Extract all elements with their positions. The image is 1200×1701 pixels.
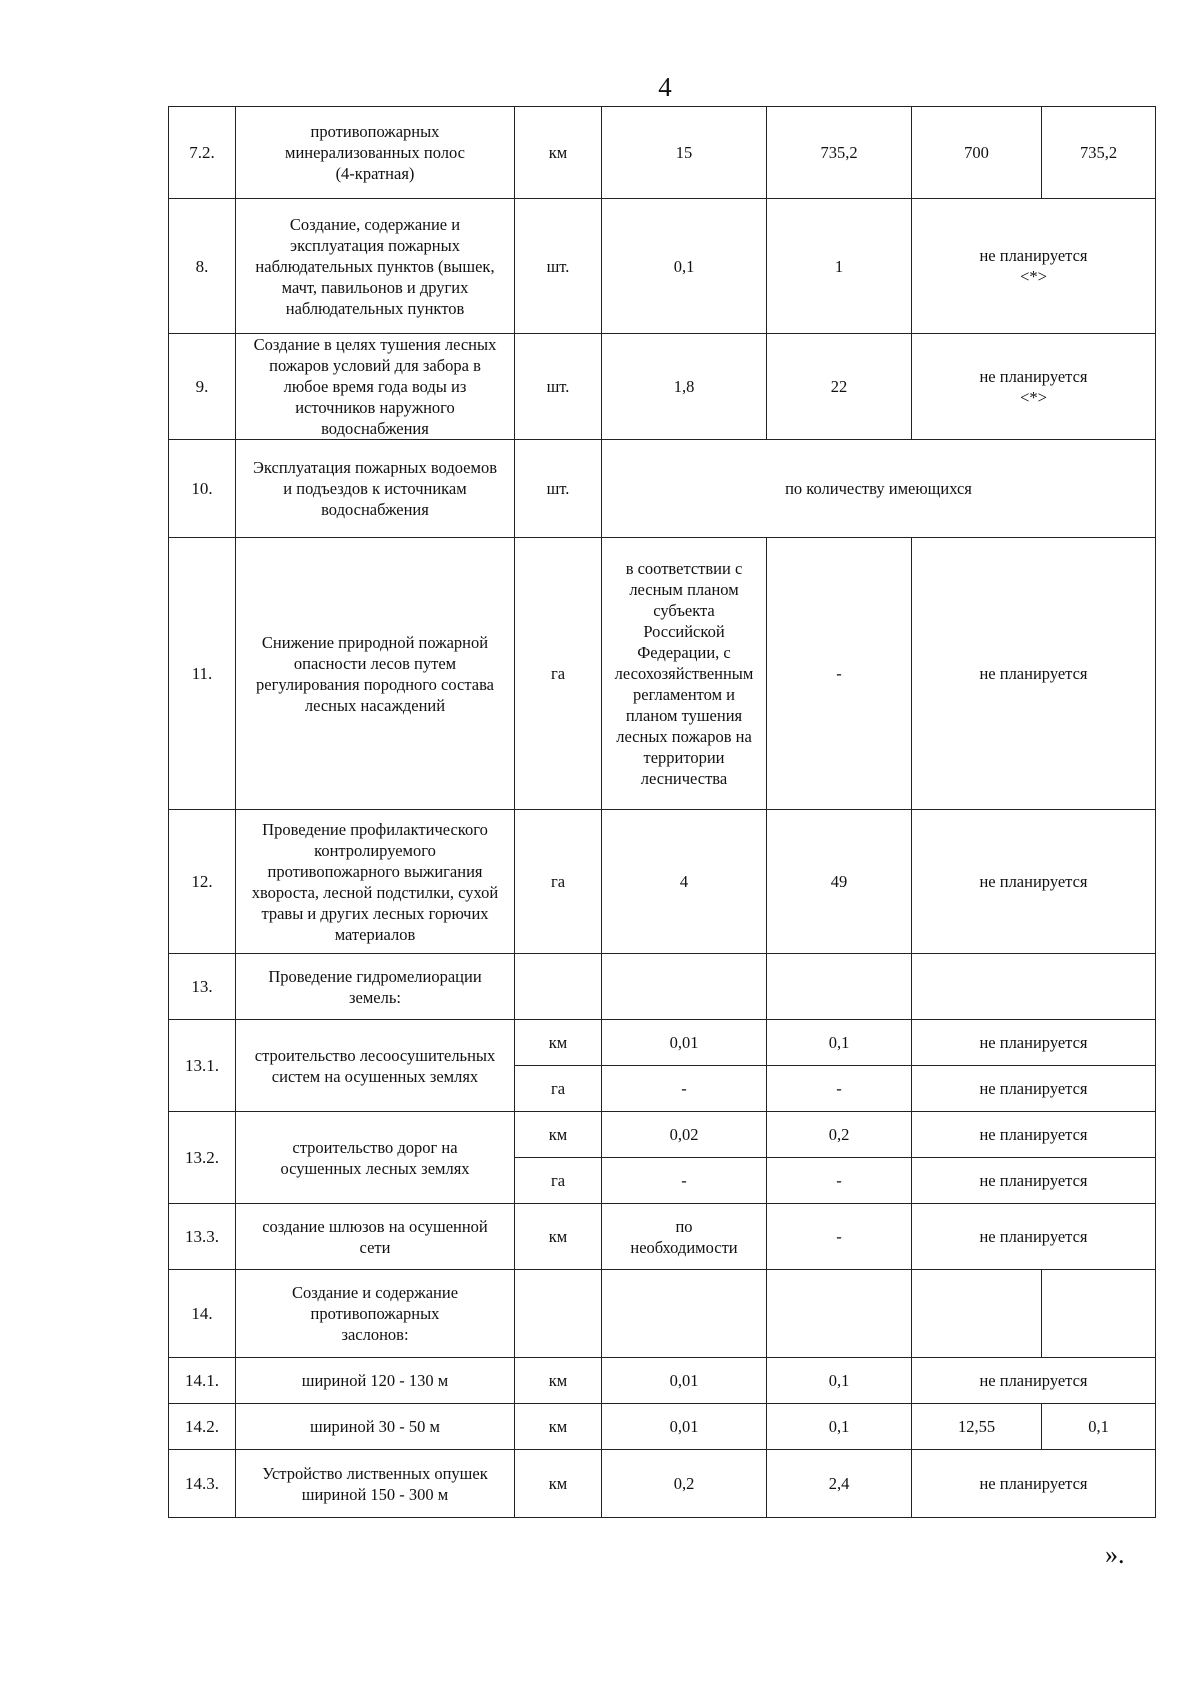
value-cell: 0,01	[602, 1358, 767, 1404]
unit-cell: км	[515, 1020, 602, 1066]
unit-cell: шт.	[515, 334, 602, 440]
measure-name: Снижение природной пожарной опасности лесов путем регулирования породного состава лесных насаждений	[236, 538, 515, 810]
unit-cell: км	[515, 1112, 602, 1158]
value-cell: 735,2	[767, 107, 912, 199]
value-cell: -	[602, 1066, 767, 1112]
value-cell: 0,01	[602, 1020, 767, 1066]
plan-status: не планируется <*>	[912, 334, 1156, 440]
row-number: 13.	[169, 954, 236, 1020]
value-cell: 4	[602, 810, 767, 954]
measure-name: строительство дорог на осушенных лесных землях	[236, 1112, 515, 1204]
measure-name: шириной 30 - 50 м	[236, 1404, 515, 1450]
plan-status: не планируется	[912, 1020, 1156, 1066]
unit-cell: км	[515, 1404, 602, 1450]
value-cell: 1,8	[602, 334, 767, 440]
value-cell: 0,1	[602, 199, 767, 334]
value-cell: 0,2	[602, 1450, 767, 1518]
row-number: 11.	[169, 538, 236, 810]
unit-cell: км	[515, 107, 602, 199]
value-cell: 0,02	[602, 1112, 767, 1158]
table-row	[169, 334, 1156, 440]
unit-cell: шт.	[515, 199, 602, 334]
measure-name: противопожарных минерализованных полос (4-кратная)	[236, 107, 515, 199]
measure-name: Проведение профилактического контролируемого противопожарного выжигания хвороста, лесной подстилки, сухой травы и других лесных горючих материалов	[236, 810, 515, 954]
measure-name: Проведение гидромелиорации земель:	[236, 954, 515, 1020]
value-cell: 0,1	[767, 1020, 912, 1066]
measure-name: Создание в целях тушения лесных пожаров условий для забора в любое время года воды из источников наружного водоснабжения	[236, 334, 515, 440]
value-cell: 22	[767, 334, 912, 440]
value-cell: по необходимости	[602, 1204, 767, 1270]
table-row	[169, 1404, 1156, 1450]
row-number: 14.2.	[169, 1404, 236, 1450]
plan-status: не планируется	[912, 1358, 1156, 1404]
row-number: 8.	[169, 199, 236, 334]
closing-quote-mark: ».	[1105, 1540, 1125, 1569]
table-row	[169, 1358, 1156, 1404]
unit-cell: га	[515, 538, 602, 810]
unit-cell: км	[515, 1204, 602, 1270]
measures-table	[168, 106, 1156, 1518]
plan-status: не планируется	[912, 1158, 1156, 1204]
value-cell: -	[767, 538, 912, 810]
measure-name: шириной 120 - 130 м	[236, 1358, 515, 1404]
empty-cell	[602, 954, 767, 1020]
table-row	[169, 1270, 1156, 1358]
value-cell: -	[767, 1158, 912, 1204]
merged-value: по количеству имеющихся	[602, 440, 1156, 538]
measure-name: Создание и содержание противопожарных заслонов:	[236, 1270, 515, 1358]
row-number: 7.2.	[169, 107, 236, 199]
row-number: 14.3.	[169, 1450, 236, 1518]
value-cell: 49	[767, 810, 912, 954]
page-number: 4	[658, 72, 672, 102]
measure-name: строительство лесоосушительных систем на осушенных землях	[236, 1020, 515, 1112]
unit-cell: га	[515, 1066, 602, 1112]
table-row	[169, 1112, 1156, 1158]
plan-status: не планируется	[912, 1204, 1156, 1270]
value-cell: 0,1	[767, 1358, 912, 1404]
plan-status: не планируется	[912, 1112, 1156, 1158]
row-number: 12.	[169, 810, 236, 954]
value-cell: 700	[912, 107, 1042, 199]
value-cell: -	[602, 1158, 767, 1204]
unit-cell: га	[515, 1158, 602, 1204]
plan-status: не планируется	[912, 1450, 1156, 1518]
table-row	[169, 1450, 1156, 1518]
table-row	[169, 954, 1156, 1020]
value-cell: 12,55	[912, 1404, 1042, 1450]
table-row	[169, 538, 1156, 810]
table-row	[169, 1204, 1156, 1270]
plan-status: не планируется	[912, 1066, 1156, 1112]
row-number: 9.	[169, 334, 236, 440]
value-cell: -	[767, 1204, 912, 1270]
empty-cell	[1042, 1270, 1156, 1358]
table-row	[169, 1020, 1156, 1066]
value-cell: 735,2	[1042, 107, 1156, 199]
row-number: 14.	[169, 1270, 236, 1358]
value-cell: 1	[767, 199, 912, 334]
row-number: 10.	[169, 440, 236, 538]
value-cell: -	[767, 1066, 912, 1112]
value-cell: 0,2	[767, 1112, 912, 1158]
table-row	[169, 810, 1156, 954]
empty-cell	[912, 1270, 1042, 1358]
value-cell: 0,1	[1042, 1404, 1156, 1450]
unit-cell: шт.	[515, 440, 602, 538]
measure-name: Эксплуатация пожарных водоемов и подъездов к источникам водоснабжения	[236, 440, 515, 538]
plan-status: не планируется	[912, 538, 1156, 810]
row-number: 13.3.	[169, 1204, 236, 1270]
measure-name: создание шлюзов на осушенной сети	[236, 1204, 515, 1270]
table-row	[169, 199, 1156, 334]
empty-cell	[602, 1270, 767, 1358]
measure-name: Создание, содержание и эксплуатация пожарных наблюдательных пунктов (вышек, мачт, павильонов и других наблюдательных пунктов	[236, 199, 515, 334]
value-cell: 0,01	[602, 1404, 767, 1450]
unit-cell: га	[515, 810, 602, 954]
row-number: 13.1.	[169, 1020, 236, 1112]
empty-cell	[767, 954, 912, 1020]
row-number: 13.2.	[169, 1112, 236, 1204]
unit-cell: км	[515, 1358, 602, 1404]
value-cell: в соответствии с лесным планом субъекта Российской Федерации, с лесохозяйственным регламентом и планом тушения лесных пожаров на территории лесничества	[602, 538, 767, 810]
table-row	[169, 107, 1156, 199]
empty-cell	[767, 1270, 912, 1358]
measure-name: Устройство лиственных опушек шириной 150 - 300 м	[236, 1450, 515, 1518]
value-cell: 15	[602, 107, 767, 199]
unit-cell: км	[515, 1450, 602, 1518]
value-cell: 0,1	[767, 1404, 912, 1450]
empty-cell	[912, 954, 1156, 1020]
table-row	[169, 440, 1156, 538]
value-cell: 2,4	[767, 1450, 912, 1518]
empty-cell	[515, 1270, 602, 1358]
empty-cell	[515, 954, 602, 1020]
plan-status: не планируется	[912, 810, 1156, 954]
row-number: 14.1.	[169, 1358, 236, 1404]
plan-status: не планируется <*>	[912, 199, 1156, 334]
